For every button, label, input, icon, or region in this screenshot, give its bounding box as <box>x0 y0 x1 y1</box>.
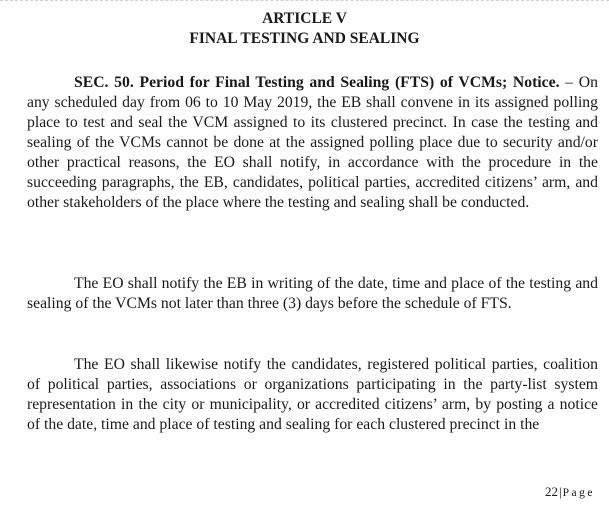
page-number: 22 <box>545 484 559 499</box>
article-number: ARTICLE V <box>262 10 347 27</box>
footer-separator: | <box>559 484 562 499</box>
section-paragraph-2: The EO shall notify the EB in writing of the date, time and place of the testing and sealing of the VCMs not later than three (3) days before the schedule of FTS. <box>27 275 598 312</box>
section-paragraph-1 <box>27 73 598 213</box>
section-title: SEC. 50. Period for Final Testing and Sealing (FTS) of VCMs; Notice. <box>74 74 560 91</box>
page-footer <box>545 484 595 501</box>
section-body-text: – On any scheduled day from 06 to 10 May 2019, the EB shall convene in its assigned polling place to test and seal the VCM assigned to its clustered precinct. In case the testing and sealing of the VCMs cannot be done at the assigned polling place due to security and/or other practical reasons, the EO shall notify, in accordance with the procedure in the succeeding paragraphs, the EB, candidates, political parties, accredited citizens’ arm, and other stakeholders of the place where the testing and sealing shall be conducted. <box>27 74 598 211</box>
page-label: Page <box>562 487 595 499</box>
section-paragraph-3: The EO shall likewise notify the candidates, registered political parties, coalition of political parties, associations or organizations participating in the party-list system representation in the city or municipality, or accredited citizens’ arm, by posting a notice of the date, time and place of testing and sealing for each clustered precinct in the <box>27 356 598 433</box>
article-title: FINAL TESTING AND SEALING <box>189 30 420 47</box>
